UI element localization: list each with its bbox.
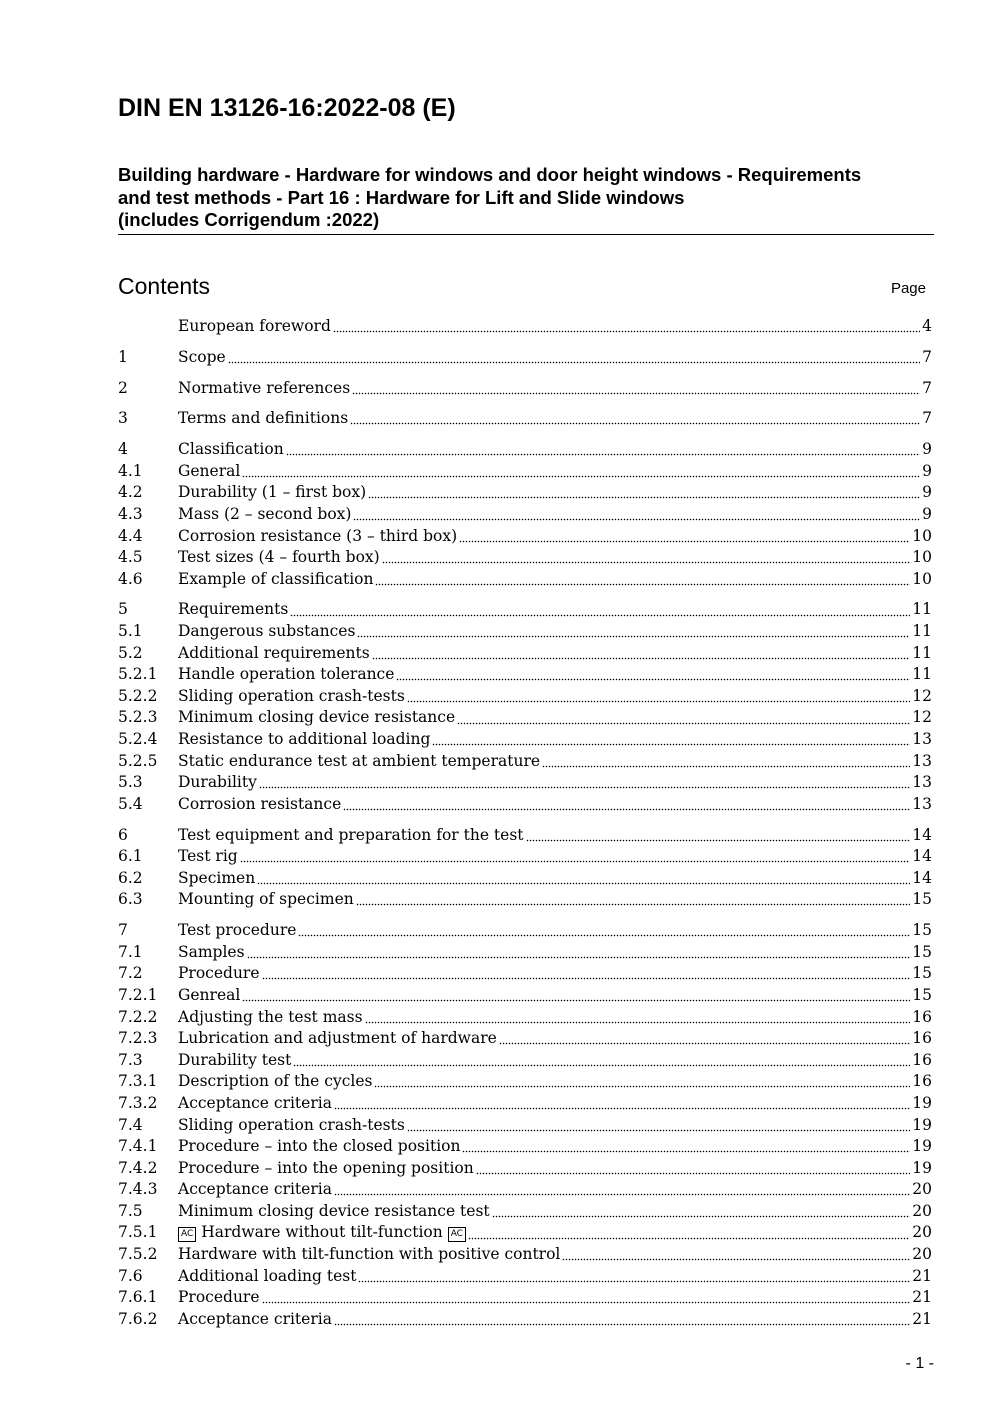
toc-entry[interactable] [118, 600, 932, 622]
toc-entry-title-wrap [178, 1180, 332, 1198]
toc-entry-title-wrap [178, 1137, 460, 1155]
toc-entry[interactable] [118, 1051, 932, 1073]
toc-entry[interactable] [118, 730, 932, 752]
toc-dot-leader [358, 1279, 910, 1283]
toc-entry-number: 7.2.3 [118, 1029, 158, 1048]
toc-entry-page: 20 [912, 1201, 932, 1220]
toc-entry[interactable] [118, 570, 932, 592]
toc-entry-page: 15 [912, 964, 932, 983]
toc-entry[interactable] [118, 1288, 932, 1310]
toc-dot-leader [357, 635, 910, 639]
toc-entry-title: Sliding operation crash-tests [178, 1115, 405, 1134]
toc-entry-title-wrap [178, 986, 240, 1004]
toc-dot-leader [542, 764, 910, 768]
toc-entry-page: 10 [912, 526, 932, 545]
toc-dot-leader [242, 474, 920, 478]
toc-entry[interactable] [118, 687, 932, 709]
toc-entry[interactable] [118, 1029, 932, 1051]
toc-dot-leader [290, 613, 910, 617]
toc-entry-title: Minimum closing device resistance test [178, 1201, 490, 1220]
toc-entry[interactable] [118, 644, 932, 666]
toc-dot-leader [374, 1085, 910, 1089]
toc-entry-page: 20 [912, 1223, 932, 1242]
toc-entry-number: 7.4.1 [118, 1137, 158, 1156]
toc-entry-number: 7.3.2 [118, 1093, 158, 1112]
document-id: DIN EN 13126-16:2022-08 (E) [118, 94, 456, 122]
toc-entry-page: 16 [912, 1007, 932, 1026]
toc-dot-leader [468, 1236, 910, 1240]
toc-entry-title-wrap [178, 773, 257, 791]
toc-entry-title: Requirements [178, 600, 289, 619]
toc-entry-title: Procedure – into the opening position [178, 1158, 474, 1177]
toc-entry-title-wrap [178, 1072, 372, 1090]
toc-entry-title: Mounting of specimen [178, 890, 354, 909]
table-of-contents [118, 317, 932, 1341]
toc-entry-title: Handle operation tolerance [178, 665, 395, 684]
toc-entry-title-wrap [178, 1159, 474, 1177]
toc-entry-page: 13 [912, 773, 932, 792]
toc-entry-page: 4 [922, 317, 932, 335]
toc-entry[interactable] [118, 483, 932, 505]
toc-entry-title: Test procedure [178, 921, 297, 940]
toc-dot-leader [228, 360, 920, 364]
toc-entry-page: 9 [922, 461, 932, 480]
toc-entry-number: 5.4 [118, 794, 143, 813]
toc-entry[interactable] [118, 1202, 932, 1224]
toc-entry-title-wrap [178, 847, 238, 865]
toc-entry-number: 4.1 [118, 461, 143, 480]
toc-entry-title: Procedure [178, 1288, 260, 1307]
toc-entry-page: 15 [912, 985, 932, 1004]
toc-entry-page: 14 [912, 868, 932, 887]
toc-entry[interactable] [118, 548, 932, 570]
toc-entry-title: Acceptance criteria [178, 1180, 332, 1199]
toc-entry[interactable] [118, 1137, 932, 1159]
toc-entry-title: Resistance to additional loading [178, 730, 431, 749]
toc-entry-title: Procedure – into the closed position [178, 1137, 461, 1156]
toc-group [118, 921, 932, 1331]
toc-entry-number: 2 [118, 378, 128, 397]
toc-entry[interactable] [118, 317, 932, 339]
toc-entry-page: 10 [912, 548, 932, 567]
toc-entry-title: General [178, 461, 241, 480]
toc-dot-leader [396, 678, 910, 682]
toc-entry-title: Minimum closing device resistance [178, 708, 456, 727]
toc-entry[interactable] [118, 869, 932, 891]
document-title-line: (includes Corrigendum :2022) [118, 209, 380, 230]
toc-entry-number: 7.4.3 [118, 1180, 158, 1199]
toc-entry-number: 5 [118, 600, 128, 619]
toc-entry-number: 6 [118, 825, 128, 844]
toc-entry-page: 21 [912, 1266, 932, 1285]
toc-entry-title: Normative references [178, 378, 351, 397]
toc-entry-title: Corrosion resistance (3 – third box) [178, 526, 458, 545]
toc-entry-title-wrap [178, 708, 455, 726]
toc-entry-page: 16 [912, 1072, 932, 1091]
toc-dot-leader [333, 330, 920, 334]
toc-entry[interactable] [118, 1072, 932, 1094]
toc-dot-leader [459, 539, 910, 543]
toc-entry[interactable] [118, 462, 932, 484]
toc-entry-page: 19 [912, 1093, 932, 1112]
toc-entry-title: Durability [178, 773, 257, 792]
toc-entry[interactable] [118, 1116, 932, 1138]
toc-entry-title-wrap [178, 644, 370, 662]
toc-entry[interactable] [118, 921, 932, 943]
toc-entry-page: 9 [922, 440, 932, 459]
toc-entry-page: 15 [912, 942, 932, 961]
toc-entry[interactable] [118, 1267, 932, 1289]
toc-entry[interactable] [118, 752, 932, 774]
toc-group [118, 600, 932, 816]
toc-entry-page: 16 [912, 1050, 932, 1069]
toc-entry-page: 19 [912, 1137, 932, 1156]
toc-entry-title: Sliding operation crash-tests [178, 686, 405, 705]
toc-entry-number: 4.3 [118, 504, 143, 523]
toc-dot-leader [432, 743, 910, 747]
toc-entry-title: Durability test [178, 1050, 292, 1069]
toc-entry-title-wrap [178, 348, 226, 366]
toc-entry-title: Specimen [178, 868, 256, 887]
toc-entry-title-wrap [178, 964, 260, 982]
toc-entry-title: Additional requirements [178, 643, 370, 662]
toc-entry-page: 10 [912, 569, 932, 588]
toc-entry-number: 5.3 [118, 773, 143, 792]
toc-entry-number: 1 [118, 347, 128, 366]
toc-entry-number: 7.1 [118, 942, 143, 961]
toc-entry-title-wrap [178, 409, 348, 427]
toc-entry[interactable] [118, 795, 932, 817]
toc-entry-title: Durability (1 – first box) [178, 483, 367, 502]
toc-entry-title-wrap [178, 869, 255, 887]
toc-entry-number: 4.5 [118, 548, 143, 567]
toc-dot-leader [353, 518, 920, 522]
toc-dot-leader [382, 561, 911, 565]
toc-entry[interactable] [118, 708, 932, 730]
toc-entry-page: 7 [922, 409, 932, 428]
toc-entry-title: Dangerous substances [178, 622, 356, 641]
toc-group [118, 348, 932, 370]
toc-dot-leader [407, 1128, 910, 1132]
toc-dot-leader [298, 934, 910, 938]
toc-dot-leader [247, 955, 911, 959]
toc-group [118, 826, 932, 912]
toc-entry[interactable] [118, 348, 932, 370]
toc-entry-number: 6.2 [118, 868, 143, 887]
toc-entry-title-wrap [178, 1288, 260, 1306]
ac-corrigendum-start-icon: AC [178, 1227, 196, 1242]
toc-entry[interactable] [118, 1094, 932, 1116]
toc-dot-leader [352, 391, 920, 395]
document-title-line: and test methods - Part 16 : Hardware for Lift and Slide windows [118, 186, 685, 208]
toc-entry[interactable] [118, 409, 932, 431]
toc-entry[interactable] [118, 1008, 932, 1030]
toc-entry-page: 12 [912, 708, 932, 727]
toc-entry-title-wrap [178, 379, 350, 397]
toc-entry-number: 4.6 [118, 569, 143, 588]
toc-dot-leader [356, 903, 911, 907]
toc-entry-title-wrap [178, 317, 331, 335]
toc-entry-title-wrap [178, 1310, 332, 1328]
toc-entry-number: 3 [118, 409, 128, 428]
toc-dot-leader [462, 1150, 910, 1154]
toc-entry-title: Terms and definitions [178, 409, 349, 428]
toc-dot-leader [499, 1042, 910, 1046]
toc-entry-number: 5.2 [118, 643, 143, 662]
toc-entry-title: Description of the cycles [178, 1072, 373, 1091]
toc-entry-page: 20 [912, 1180, 932, 1199]
toc-entry-page: 13 [912, 751, 932, 770]
toc-entry-page: 11 [912, 622, 932, 641]
toc-entry-title-wrap [178, 921, 296, 939]
toc-entry-number: 7.4 [118, 1115, 143, 1134]
toc-entry-title: Example of classification [178, 569, 374, 588]
toc-entry[interactable] [118, 1180, 932, 1202]
toc-entry-title-wrap [178, 1116, 405, 1134]
toc-entry-title-wrap [178, 752, 540, 770]
toc-dot-leader [343, 807, 910, 811]
toc-entry-page: 13 [912, 794, 932, 813]
toc-entry-page: 11 [912, 600, 932, 619]
toc-entry-title-wrap [178, 622, 355, 640]
toc-entry-title: Additional loading test [178, 1266, 357, 1285]
toc-entry[interactable] [118, 890, 932, 912]
toc-dot-leader [476, 1171, 911, 1175]
toc-entry-title: European foreword [178, 317, 331, 335]
document-title [118, 164, 934, 235]
toc-entry[interactable] [118, 1310, 932, 1332]
toc-entry-title-wrap [178, 1094, 332, 1112]
toc-entry[interactable] [118, 773, 932, 795]
toc-entry-page: 9 [922, 504, 932, 523]
toc-entry-number: 5.2.4 [118, 730, 158, 749]
toc-entry[interactable] [118, 379, 932, 401]
toc-entry-page: 20 [912, 1245, 932, 1264]
toc-entry-title-wrap [178, 548, 380, 566]
toc-entry-title-wrap [178, 527, 457, 545]
toc-dot-leader [262, 1301, 911, 1305]
toc-entry-title-wrap [178, 1245, 560, 1263]
toc-entry-title-wrap [178, 440, 284, 458]
toc-entry-title: Hardware with tilt-function with positive control [178, 1245, 561, 1264]
toc-dot-leader [334, 1107, 910, 1111]
toc-entry-title: Classification [178, 440, 284, 459]
toc-entry-title: Acceptance criteria [178, 1093, 332, 1112]
toc-entry-number: 4.2 [118, 483, 143, 502]
toc-entry-number: 7.5.1 [118, 1223, 158, 1242]
toc-entry-page: 19 [912, 1158, 932, 1177]
toc-entry[interactable] [118, 440, 932, 462]
toc-entry-page: 11 [912, 643, 932, 662]
toc-entry[interactable] [118, 986, 932, 1008]
toc-entry-title-wrap [178, 943, 245, 961]
toc-entry-number: 6.3 [118, 890, 143, 909]
toc-entry-number: 5.2.3 [118, 708, 158, 727]
toc-entry-number: 7.6 [118, 1266, 143, 1285]
toc-entry-title-wrap [178, 1008, 363, 1026]
toc-dot-leader [562, 1258, 910, 1262]
toc-dot-leader [257, 881, 910, 885]
toc-group [118, 440, 932, 591]
toc-entry-number: 7.2.2 [118, 1007, 158, 1026]
toc-entry-page: 14 [912, 825, 932, 844]
toc-entry-number: 7.4.2 [118, 1158, 158, 1177]
toc-entry-title: Genreal [178, 985, 241, 1004]
toc-entry-page: 19 [912, 1115, 932, 1134]
toc-entry-page: 16 [912, 1029, 932, 1048]
toc-entry-number: 7.5 [118, 1201, 143, 1220]
toc-entry[interactable] [118, 943, 932, 965]
toc-dot-leader [407, 699, 910, 703]
toc-entry-title-wrap [178, 1202, 490, 1220]
toc-entry-title-wrap [178, 600, 288, 618]
toc-entry-number: 5.2.5 [118, 751, 158, 770]
toc-entry[interactable] [118, 622, 932, 644]
toc-entry-page: 14 [912, 847, 932, 866]
toc-entry[interactable] [118, 1223, 932, 1245]
toc-entry-number: 4 [118, 440, 128, 459]
toc-entry[interactable] [118, 826, 932, 848]
toc-dot-leader [492, 1214, 911, 1218]
contents-heading: Contents [118, 273, 211, 299]
toc-entry-title-wrap [178, 570, 373, 588]
toc-entry-page: 12 [912, 686, 932, 705]
toc-dot-leader [368, 496, 920, 500]
toc-entry-title: Procedure [178, 964, 260, 983]
toc-entry-number: 5.2.2 [118, 686, 158, 705]
toc-entry-title-wrap [178, 795, 341, 813]
toc-entry-title-wrap [178, 1223, 466, 1242]
toc-entry[interactable] [118, 505, 932, 527]
toc-dot-leader [375, 582, 910, 586]
toc-entry[interactable] [118, 1159, 932, 1181]
toc-entry-title: Test equipment and preparation for the test [178, 825, 524, 844]
toc-entry-title-wrap [178, 890, 354, 908]
toc-dot-leader [240, 860, 911, 864]
toc-entry-title-wrap [178, 483, 366, 501]
toc-dot-leader [334, 1322, 910, 1326]
page-column-label: Page [890, 280, 926, 297]
toc-entry-page: 21 [912, 1288, 932, 1307]
toc-entry-title: Samples [178, 942, 245, 961]
toc-entry-page: 21 [912, 1309, 932, 1328]
toc-entry-number: 5.1 [118, 622, 143, 641]
toc-entry-page: 11 [912, 665, 932, 684]
toc-entry-title-wrap [178, 1029, 497, 1047]
toc-dot-leader [293, 1063, 910, 1067]
toc-entry-title-wrap [178, 665, 394, 683]
document-title-line: Building hardware - Hardware for windows and door height windows - Requirements [118, 164, 862, 185]
toc-dot-leader [526, 838, 911, 842]
toc-dot-leader [457, 721, 910, 725]
toc-dot-leader [286, 453, 920, 457]
toc-entry-number: 5.2.1 [118, 665, 158, 684]
toc-dot-leader [262, 977, 911, 981]
toc-entry-number: 4.4 [118, 526, 143, 545]
toc-dot-leader [259, 786, 910, 790]
toc-group [118, 409, 932, 431]
toc-dot-leader [350, 422, 920, 426]
toc-entry-title-wrap [178, 687, 405, 705]
toc-entry-title-wrap [178, 1051, 291, 1069]
toc-entry-title: Test sizes (4 – fourth box) [178, 548, 380, 567]
toc-dot-leader [365, 1020, 911, 1024]
toc-entry-page: 9 [922, 483, 932, 502]
toc-entry-page: 7 [922, 378, 932, 397]
toc-entry[interactable] [118, 1245, 932, 1267]
toc-entry-number: 7.3.1 [118, 1072, 158, 1091]
toc-entry-page: 15 [912, 921, 932, 940]
footer-page-number: - 1 - [905, 1355, 934, 1372]
toc-group [118, 379, 932, 401]
toc-group [118, 317, 932, 339]
toc-entry-number: 7.2.1 [118, 985, 158, 1004]
toc-entry-number: 7.6.2 [118, 1309, 158, 1328]
toc-entry-title: Static endurance test at ambient temperature [178, 751, 541, 770]
toc-entry-number: 7.5.2 [118, 1245, 158, 1264]
toc-entry[interactable] [118, 665, 932, 687]
toc-entry-page: 15 [912, 890, 932, 909]
toc-entry-title: Mass (2 – second box) [178, 504, 352, 523]
toc-entry-title-wrap [178, 505, 351, 523]
toc-entry-title-wrap [178, 1267, 356, 1285]
toc-entry[interactable] [118, 527, 932, 549]
toc-entry-number: 7.6.1 [118, 1288, 158, 1307]
toc-entry-title: Corrosion resistance [178, 794, 342, 813]
toc-entry-title: Test rig [178, 847, 238, 866]
toc-entry-number: 6.1 [118, 847, 143, 866]
toc-entry-title-wrap [178, 730, 430, 748]
toc-entry-title: Scope [178, 347, 226, 366]
toc-dot-leader [334, 1193, 910, 1197]
toc-entry-title-wrap [178, 826, 524, 844]
toc-entry[interactable] [118, 964, 932, 986]
toc-entry-title: Hardware without tilt-function [201, 1223, 443, 1242]
toc-entry-number: 7.3 [118, 1050, 143, 1069]
toc-entry-title-wrap [178, 462, 240, 480]
toc-entry[interactable] [118, 847, 932, 869]
toc-entry-page: 7 [922, 347, 932, 366]
toc-dot-leader [372, 656, 911, 660]
toc-entry-page: 13 [912, 730, 932, 749]
toc-dot-leader [242, 999, 910, 1003]
toc-entry-number: 7.2 [118, 964, 143, 983]
toc-entry-number: 7 [118, 921, 128, 940]
toc-entry-title: Acceptance criteria [178, 1309, 332, 1328]
toc-entry-title: Adjusting the test mass [178, 1007, 363, 1026]
ac-corrigendum-end-icon: AC [448, 1227, 466, 1242]
toc-entry-title: Lubrication and adjustment of hardware [178, 1029, 497, 1048]
